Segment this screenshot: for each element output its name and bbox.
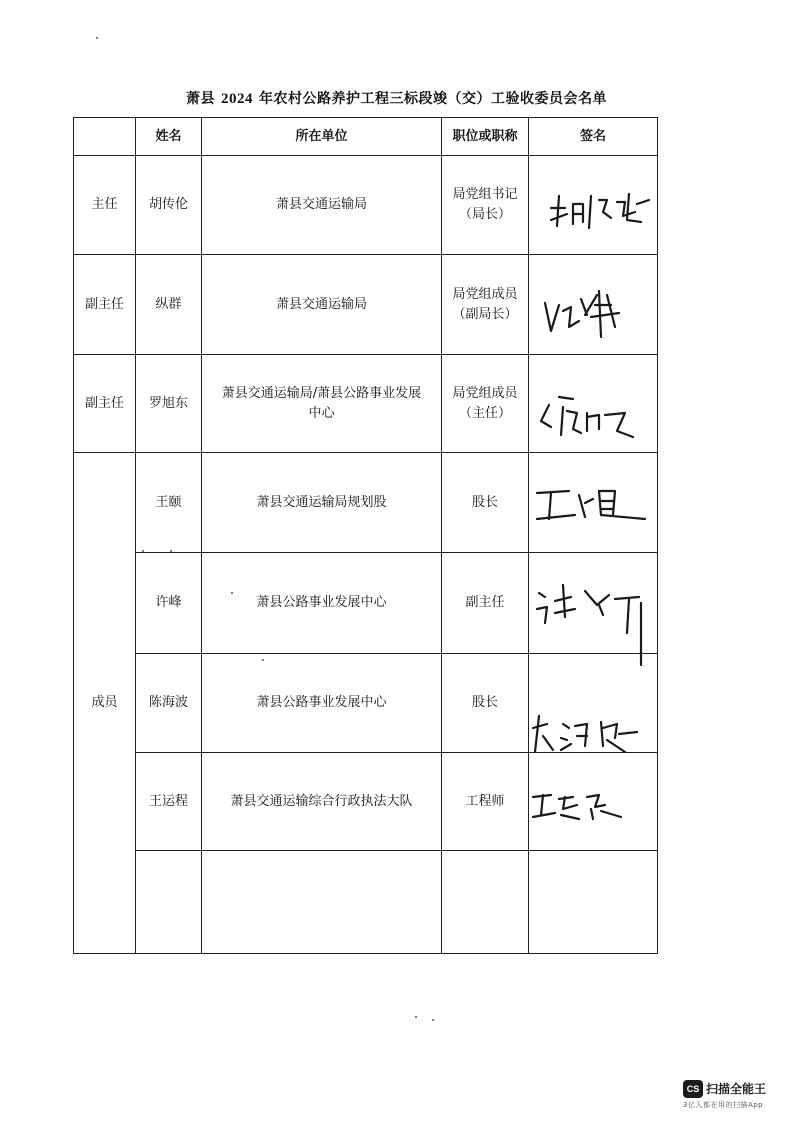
header-signature: 签名	[529, 118, 658, 156]
scan-speck	[96, 37, 98, 39]
member-position: 股长	[442, 453, 529, 553]
member-name	[136, 851, 202, 954]
member-position: 工程师	[442, 753, 529, 851]
position-line: 局党组书记	[452, 187, 518, 202]
member-unit	[202, 851, 442, 954]
member-name: 陈海波	[136, 654, 202, 753]
header-name: 姓名	[136, 118, 202, 156]
table-row	[74, 654, 658, 753]
scanner-logo-icon: CS	[683, 1080, 703, 1098]
header-unit: 所在单位	[202, 118, 442, 156]
position-line: 局党组成员	[452, 385, 518, 401]
member-unit: 萧县公路事业发展中心	[202, 654, 442, 753]
header-role	[74, 118, 136, 156]
group-chair: 主任	[74, 156, 136, 255]
member-unit: 萧县交通运输局规划股	[202, 453, 442, 553]
table-row	[74, 851, 658, 954]
signature-cell	[529, 355, 658, 453]
member-name: 王颐	[136, 453, 202, 553]
signature-cell	[529, 255, 658, 355]
scan-speck	[415, 1016, 417, 1018]
member-position	[442, 355, 529, 453]
scanner-app-name: 扫描全能王	[706, 1082, 767, 1096]
scan-speck	[231, 592, 233, 594]
handwritten-signature	[529, 553, 658, 654]
member-position	[442, 255, 529, 355]
member-name: 纵群	[136, 255, 202, 355]
handwritten-signature	[529, 753, 658, 851]
title-year: 2024	[221, 91, 253, 107]
scan-speck	[142, 550, 144, 552]
table-row	[74, 453, 658, 553]
scan-speck	[170, 550, 172, 552]
table-row	[74, 553, 658, 654]
handwritten-signature	[529, 453, 658, 553]
table-row	[74, 753, 658, 851]
member-position	[442, 851, 529, 954]
position-line: （主任）	[458, 405, 511, 421]
member-position: 副主任	[442, 553, 529, 654]
group-vice-chair: 副主任	[74, 355, 136, 453]
member-unit	[202, 355, 442, 453]
unit-line: 萧县交通运输局/萧县公路事业发展	[221, 385, 422, 401]
member-unit: 萧县交通运输局	[202, 255, 442, 355]
member-unit: 萧县公路事业发展中心	[202, 553, 442, 654]
unit-line: 中心	[308, 405, 335, 421]
signature-cell	[529, 156, 658, 255]
signature-cell	[529, 453, 658, 553]
title-suffix: 年农村公路养护工程三标段竣（交）工验收委员会名单	[259, 91, 607, 107]
table-row	[74, 255, 658, 355]
signature-cell	[529, 654, 658, 753]
position-line: 局党组成员	[452, 286, 518, 302]
scan-speck	[262, 659, 264, 661]
member-name: 许峰	[136, 553, 202, 654]
signature-cell	[529, 851, 658, 954]
member-position	[442, 156, 529, 255]
group-vice-chair: 副主任	[74, 255, 136, 355]
document-title	[0, 88, 793, 108]
signature-cell	[529, 553, 658, 654]
table-row	[74, 156, 658, 255]
scanner-watermark	[683, 1078, 766, 1098]
committee-roster-table	[73, 117, 658, 954]
table-row	[74, 355, 658, 453]
member-unit: 萧县交通运输局	[202, 156, 442, 255]
member-name: 罗旭东	[136, 355, 202, 453]
scanner-tagline: 3亿人都在用的扫描App	[683, 1101, 764, 1109]
title-prefix: 萧县	[186, 91, 215, 107]
member-name: 胡传伦	[136, 156, 202, 255]
member-name: 王运程	[136, 753, 202, 851]
position-line: （局长）	[458, 207, 511, 222]
position-line: （副局长）	[452, 306, 518, 322]
handwritten-signature	[529, 654, 658, 753]
header-position: 职位或职称	[442, 118, 529, 156]
handwritten-signature	[529, 255, 658, 355]
handwritten-signature	[529, 355, 658, 453]
member-unit: 萧县交通运输综合行政执法大队	[202, 753, 442, 851]
handwritten-signature	[529, 156, 658, 255]
member-position: 股长	[442, 654, 529, 753]
group-members: 成员	[74, 453, 136, 954]
signature-cell	[529, 753, 658, 851]
scan-speck	[432, 1019, 434, 1021]
header-row	[74, 118, 658, 156]
